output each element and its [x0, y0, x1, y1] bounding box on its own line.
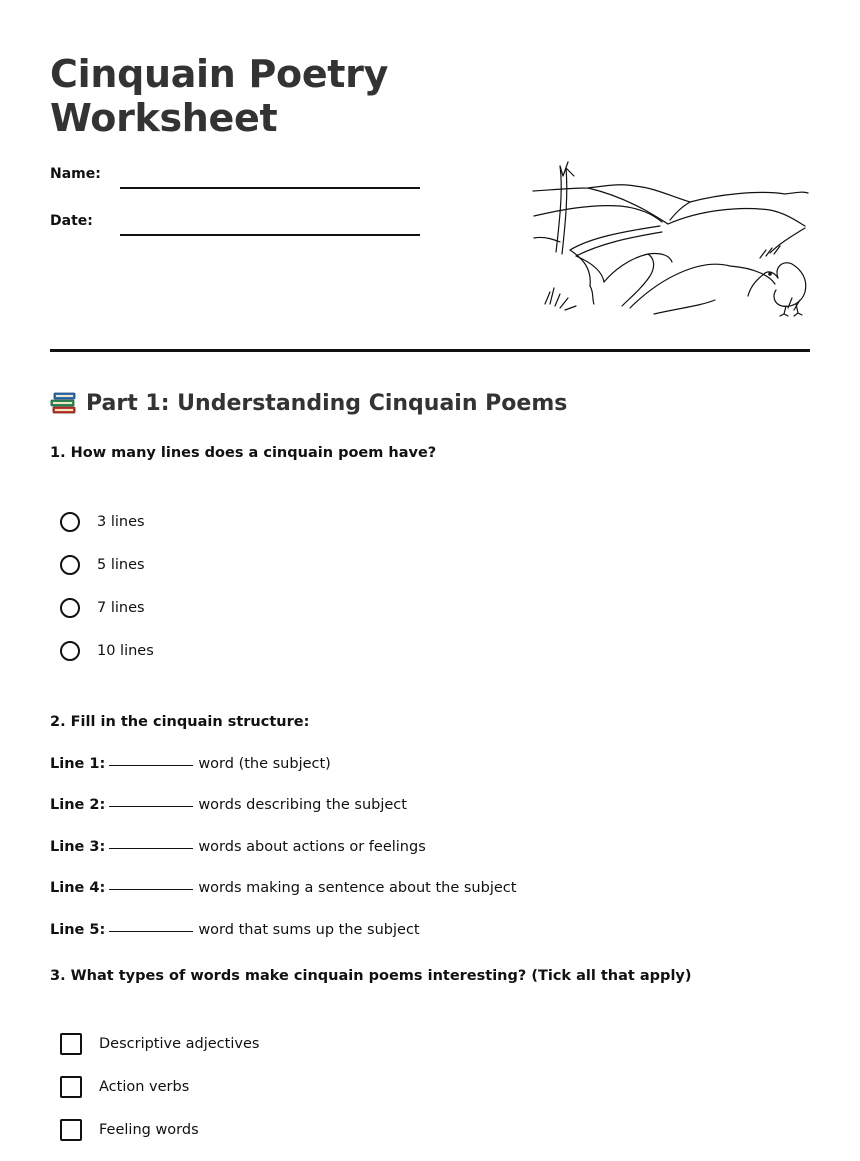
checkbox[interactable] — [60, 1119, 82, 1141]
line-description: words about actions or feelings — [198, 839, 426, 855]
blank-line[interactable] — [109, 848, 193, 849]
checkbox[interactable] — [60, 1076, 82, 1098]
name-field[interactable] — [50, 166, 430, 196]
date-label: Date: — [50, 213, 93, 229]
landscape-kiwi-illustration — [530, 158, 815, 323]
date-field[interactable] — [50, 213, 430, 243]
radio-button[interactable] — [60, 641, 80, 661]
q3-option-1[interactable] — [60, 1031, 259, 1057]
q1-option-4[interactable] — [60, 638, 154, 664]
structure-line-3 — [50, 839, 426, 855]
option-label: 7 lines — [97, 600, 145, 616]
line-description: words making a sentence about the subject — [198, 880, 517, 896]
title-line-1: Cinquain Poetry — [50, 52, 389, 96]
question-2: 2. Fill in the cinquain structure: — [50, 714, 310, 730]
blank-line[interactable] — [109, 889, 193, 890]
structure-line-1 — [50, 756, 331, 772]
option-label: Action verbs — [99, 1079, 190, 1095]
radio-button[interactable] — [60, 598, 80, 618]
option-label: Descriptive adjectives — [99, 1036, 260, 1052]
q3-option-3[interactable] — [60, 1117, 199, 1143]
worksheet-page — [50, 0, 810, 1161]
line-description: words describing the subject — [198, 797, 407, 813]
question-3: 3. What types of words make cinquain poems interesting? (Tick all that apply) — [50, 968, 692, 984]
worksheet-title — [50, 52, 388, 140]
books-icon — [50, 390, 78, 416]
line-description: word (the subject) — [198, 756, 331, 772]
q3-option-2[interactable] — [60, 1074, 189, 1100]
title-line-2: Worksheet — [50, 96, 278, 140]
option-label: 5 lines — [97, 557, 145, 573]
q1-option-2[interactable] — [60, 552, 145, 578]
name-label: Name: — [50, 166, 101, 182]
checkbox[interactable] — [60, 1033, 82, 1055]
blank-line[interactable] — [109, 931, 193, 932]
line-description: word that sums up the subject — [198, 922, 420, 938]
line-label: Line 4: — [50, 880, 106, 896]
line-label: Line 5: — [50, 922, 106, 938]
line-label: Line 3: — [50, 839, 106, 855]
structure-line-2 — [50, 797, 407, 813]
blank-line[interactable] — [109, 806, 193, 807]
blank-line[interactable] — [109, 765, 193, 766]
line-label: Line 2: — [50, 797, 106, 813]
radio-button[interactable] — [60, 555, 80, 575]
q1-option-1[interactable] — [60, 509, 145, 535]
q1-option-3[interactable] — [60, 595, 145, 621]
date-line[interactable] — [120, 234, 420, 236]
structure-line-4 — [50, 880, 516, 896]
question-1: 1. How many lines does a cinquain poem have? — [50, 445, 437, 461]
part1-heading — [50, 390, 567, 416]
header-divider — [50, 349, 810, 352]
radio-button[interactable] — [60, 512, 80, 532]
part1-title: Part 1: Understanding Cinquain Poems — [86, 390, 568, 416]
name-line[interactable] — [120, 187, 420, 189]
option-label: 10 lines — [97, 643, 154, 659]
option-label: 3 lines — [97, 514, 145, 530]
option-label: Feeling words — [99, 1122, 199, 1138]
line-label: Line 1: — [50, 756, 106, 772]
structure-line-5 — [50, 922, 420, 938]
